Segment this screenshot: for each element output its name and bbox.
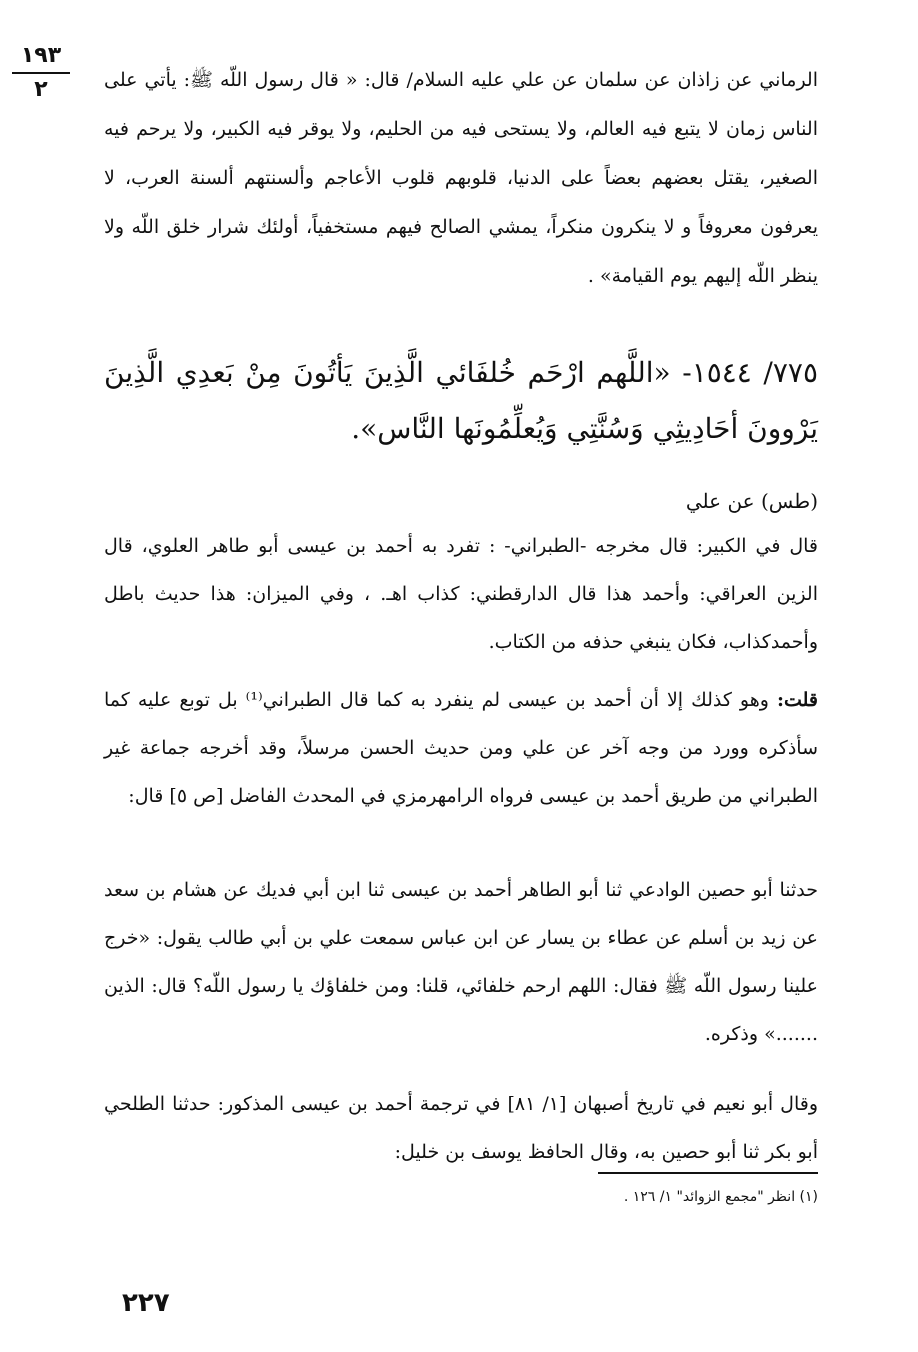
paragraph-3-lead: قلت: — [776, 689, 819, 711]
hadith-text: ٧٧٥/ ١٥٤٤- «اللَّهم ارْحَم خُلفَائي الَّذِينَ يَأتُونَ مِنْ بَعدِي الَّذِينَ يَرْوونَ أحَادِيثِي وَسُنَّتِي وَيُعلِّمُونَها النَّاس». — [104, 356, 818, 445]
footnote: (١) انظر "مجمع الزوائد" ١/ ١٢٦ . — [623, 1189, 818, 1205]
paragraph-3-body: وهو كذلك إلا أن أحمد بن عيسى لم ينفرد به كما قال الطبراني⁽¹⁾ بل توبع عليه كما سأذكره وورد من وجه آخر عن علي ومن حديث الحسن مرسلاً، وقد أخرجه جماعة غير الطبراني من طريق أحمد بن عيسى فرواه الرامهرمزي في المحدث الفاضل [ص ٥] قال: — [104, 689, 818, 807]
paragraph-3 — [104, 676, 818, 820]
paragraph-4: حدثنا أبو حصين الوادعي ثنا أبو الطاهر أحمد بن عيسى ثنا ابن أبي فديك عن هشام بن سعد عن زيد بن أسلم عن عطاء بن يسار عن ابن عباس سمعت علي بن أبي طالب يقول: «خرج علينا رسول اللّه ﷺ فقال: اللهم ارحم خلفائي، قلنا: ومن خلفاؤك يا رسول اللّه؟ قال: الذين .......» وذكره. — [104, 879, 818, 1045]
paragraph-1: الرماني عن زاذان عن سلمان عن علي عليه السلام/ قال: « قال رسول اللّه ﷺ: يأتي على الناس زمان لا يتبع فيه العالم، ولا يستحى فيه من الحليم، ولا يوقر فيه الكبير، ولا يرحم فيه الصغير، يقتل بعضهم بعضاً على الدنيا، قلوبهم قلوب الأعاجم وألسنتهم ألسنة العرب، لا يعرفون معروفاً و لا ينكرون منكراً، يمشي الصالح فيهم مستخفياً، أولئك شرار خلق اللّه ولا ينظر اللّه إليهم يوم القيامة» . — [104, 69, 818, 287]
margin-reference-top: ١٩٣ — [12, 42, 70, 74]
footnote-divider — [598, 1172, 818, 1174]
paragraph-2: قال في الكبير: قال مخرجه -الطبراني- : تفرد به أحمد بن عيسى أبو طاهر العلوي، قال الزين العراقي: وأحمد هذا قال الدارقطني: كذاب اهـ. ، وفي الميزان: هذا حديث باطل وأحمدكذاب، فكان ينبغي حذفه من الكتاب. — [104, 535, 818, 653]
margin-reference — [12, 42, 70, 104]
margin-reference-bottom: ٢ — [34, 77, 48, 102]
hadith-source: (طس) عن علي — [685, 489, 818, 513]
page-number: ٢٢٧ — [122, 1288, 170, 1318]
paragraph-5: وقال أبو نعيم في تاريخ أصبهان [١/ ٨١] في ترجمة أحمد بن عيسى المذكور: حدثنا الطلحي أبو بكر ثنا أبو حصين به، وقال الحافظ يوسف بن خليل: — [104, 1093, 818, 1163]
